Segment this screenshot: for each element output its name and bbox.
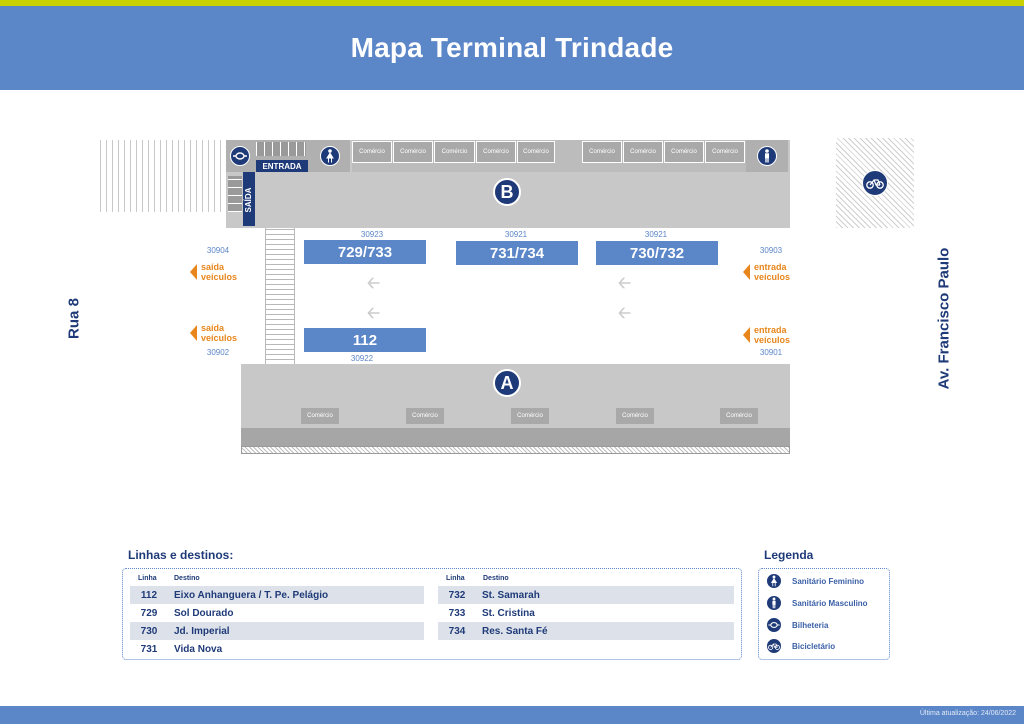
legend-item-ticket-office: [766, 617, 828, 633]
male-restroom-icon: [757, 146, 777, 166]
ticket-office-icon: [766, 617, 782, 633]
line-destination: Jd. Imperial: [174, 625, 230, 637]
shop-b-5: Comércio: [517, 141, 555, 163]
vehicle-exit-bottom: [190, 323, 250, 343]
parking-stripes: [100, 140, 224, 212]
shop-a-2: Comércio: [406, 408, 444, 424]
bicycle-icon: [766, 638, 782, 654]
stop-30901: 30901: [759, 348, 783, 357]
male-restroom-icon: [766, 595, 782, 611]
line-destination: Eixo Anhanguera / T. Pe. Pelágio: [174, 589, 329, 601]
exit-label: SAÍDA: [244, 187, 253, 213]
shop-b-6: Comércio: [582, 141, 622, 163]
table-row: [130, 640, 424, 658]
vehicle-exit-top-line1: saída: [201, 262, 225, 272]
shop-a-5: Comércio: [720, 408, 758, 424]
stop-number-112: 30922: [350, 354, 374, 363]
line-destination: Res. Santa Fé: [482, 625, 548, 637]
stop-number-731-734: 30921: [504, 230, 528, 239]
line-destination: Sol Dourado: [174, 607, 234, 619]
line-destination: St. Cristina: [482, 607, 535, 619]
shop-b-2: Comércio: [393, 141, 433, 163]
stop-30903: 30903: [759, 246, 783, 255]
arrow-left-icon: 🡠: [367, 305, 380, 322]
col-header-linha-left: Linha: [138, 575, 157, 582]
vehicle-entry-top-line2: veículos: [754, 272, 791, 282]
shop-b-9: Comércio: [705, 141, 745, 163]
shop-b-7: Comércio: [623, 141, 663, 163]
table-row: [438, 622, 734, 640]
line-number: 729: [140, 607, 158, 619]
street-av-francisco-paulo: Av. Francisco Paulo: [935, 247, 953, 390]
shop-b-4: Comércio: [476, 141, 516, 163]
legend-label: Bicicletário: [792, 641, 836, 651]
shop-b-1: Comércio: [352, 141, 392, 163]
table-row: [438, 604, 734, 622]
last-updated: Última atualização: 24/06/2022: [919, 710, 1016, 717]
female-restroom-icon: [320, 146, 340, 166]
female-restroom-icon: [766, 573, 782, 589]
lines-section-title: Linhas e destinos:: [128, 548, 234, 562]
street-rua-8: Rua 8: [65, 298, 83, 339]
stop-30904: 30904: [206, 246, 230, 255]
platform-b-marker: B: [493, 178, 521, 206]
platform-112: 112: [304, 328, 426, 352]
line-number: 731: [140, 643, 158, 655]
page-title: Mapa Terminal Trindade: [350, 32, 674, 63]
bicycle-icon: [862, 170, 888, 196]
vehicle-exit-top: [190, 262, 250, 282]
vehicle-exit-top-line2: veículos: [201, 272, 238, 282]
chevron-left-icon: [743, 264, 750, 280]
platform-730-732: 730/732: [596, 241, 718, 265]
turnstiles-top: [256, 142, 306, 156]
col-header-destino-right: Destino: [483, 575, 509, 582]
vehicle-exit-bottom-line1: saída: [201, 323, 225, 333]
header-bar: [0, 6, 1024, 90]
legend-item-bicycle: [766, 638, 835, 654]
legend-item-male-restroom: [766, 595, 868, 611]
legend-title: Legenda: [764, 548, 814, 562]
line-number: 732: [448, 589, 466, 601]
line-number: 112: [140, 589, 158, 601]
line-destination: Vida Nova: [174, 643, 223, 655]
platform-729-733: 729/733: [304, 240, 426, 264]
stop-30902: 30902: [206, 348, 230, 357]
stop-number-730-732: 30921: [644, 230, 668, 239]
table-row: [438, 586, 734, 604]
chevron-left-icon: [190, 264, 197, 280]
legend-label: Sanitário Feminino: [792, 576, 865, 586]
platform-a-hatch: [241, 446, 790, 454]
ticket-office-icon: [230, 146, 250, 166]
arrow-left-icon: 🡠: [367, 275, 380, 292]
col-header-linha-right: Linha: [446, 575, 465, 582]
table-row: [130, 622, 424, 640]
shop-b-3: Comércio: [434, 141, 475, 163]
line-number: 734: [448, 625, 466, 637]
shop-b-8: Comércio: [664, 141, 704, 163]
platform-a-wall: [241, 428, 790, 446]
shop-a-1: Comércio: [301, 408, 339, 424]
entrance-label: ENTRADA: [256, 160, 308, 172]
vehicle-entry-top-line1: entrada: [754, 262, 787, 272]
line-destination: St. Samarah: [482, 589, 540, 601]
chevron-left-icon: [190, 325, 197, 341]
line-number: 733: [448, 607, 466, 619]
stop-number-729-733: 30923: [360, 230, 384, 239]
shop-a-3: Comércio: [511, 408, 549, 424]
platform-731-734: 731/734: [456, 241, 578, 265]
legend-label: Bilheteria: [792, 620, 829, 630]
arrow-left-icon: 🡠: [618, 305, 631, 322]
vehicle-entry-top: [743, 262, 813, 282]
shop-a-4: Comércio: [616, 408, 654, 424]
vehicle-entry-bottom-line2: veículos: [754, 335, 791, 345]
vehicle-exit-bottom-line2: veículos: [201, 333, 238, 343]
footer-bar: [0, 706, 1024, 724]
vehicle-entry-bottom: [743, 325, 813, 345]
chevron-left-icon: [743, 327, 750, 343]
col-header-destino-left: Destino: [174, 575, 200, 582]
platform-a-marker: A: [493, 369, 521, 397]
vehicle-entry-bottom-line1: entrada: [754, 325, 787, 335]
legend-label: Sanitário Masculino: [792, 598, 868, 608]
table-row: [130, 586, 424, 604]
arrow-left-icon: 🡠: [618, 275, 631, 292]
line-number: 730: [140, 625, 158, 637]
turnstiles-side: [228, 176, 242, 212]
crosswalk: [265, 228, 295, 364]
table-row: [130, 604, 424, 622]
legend-item-female-restroom: [766, 573, 864, 589]
